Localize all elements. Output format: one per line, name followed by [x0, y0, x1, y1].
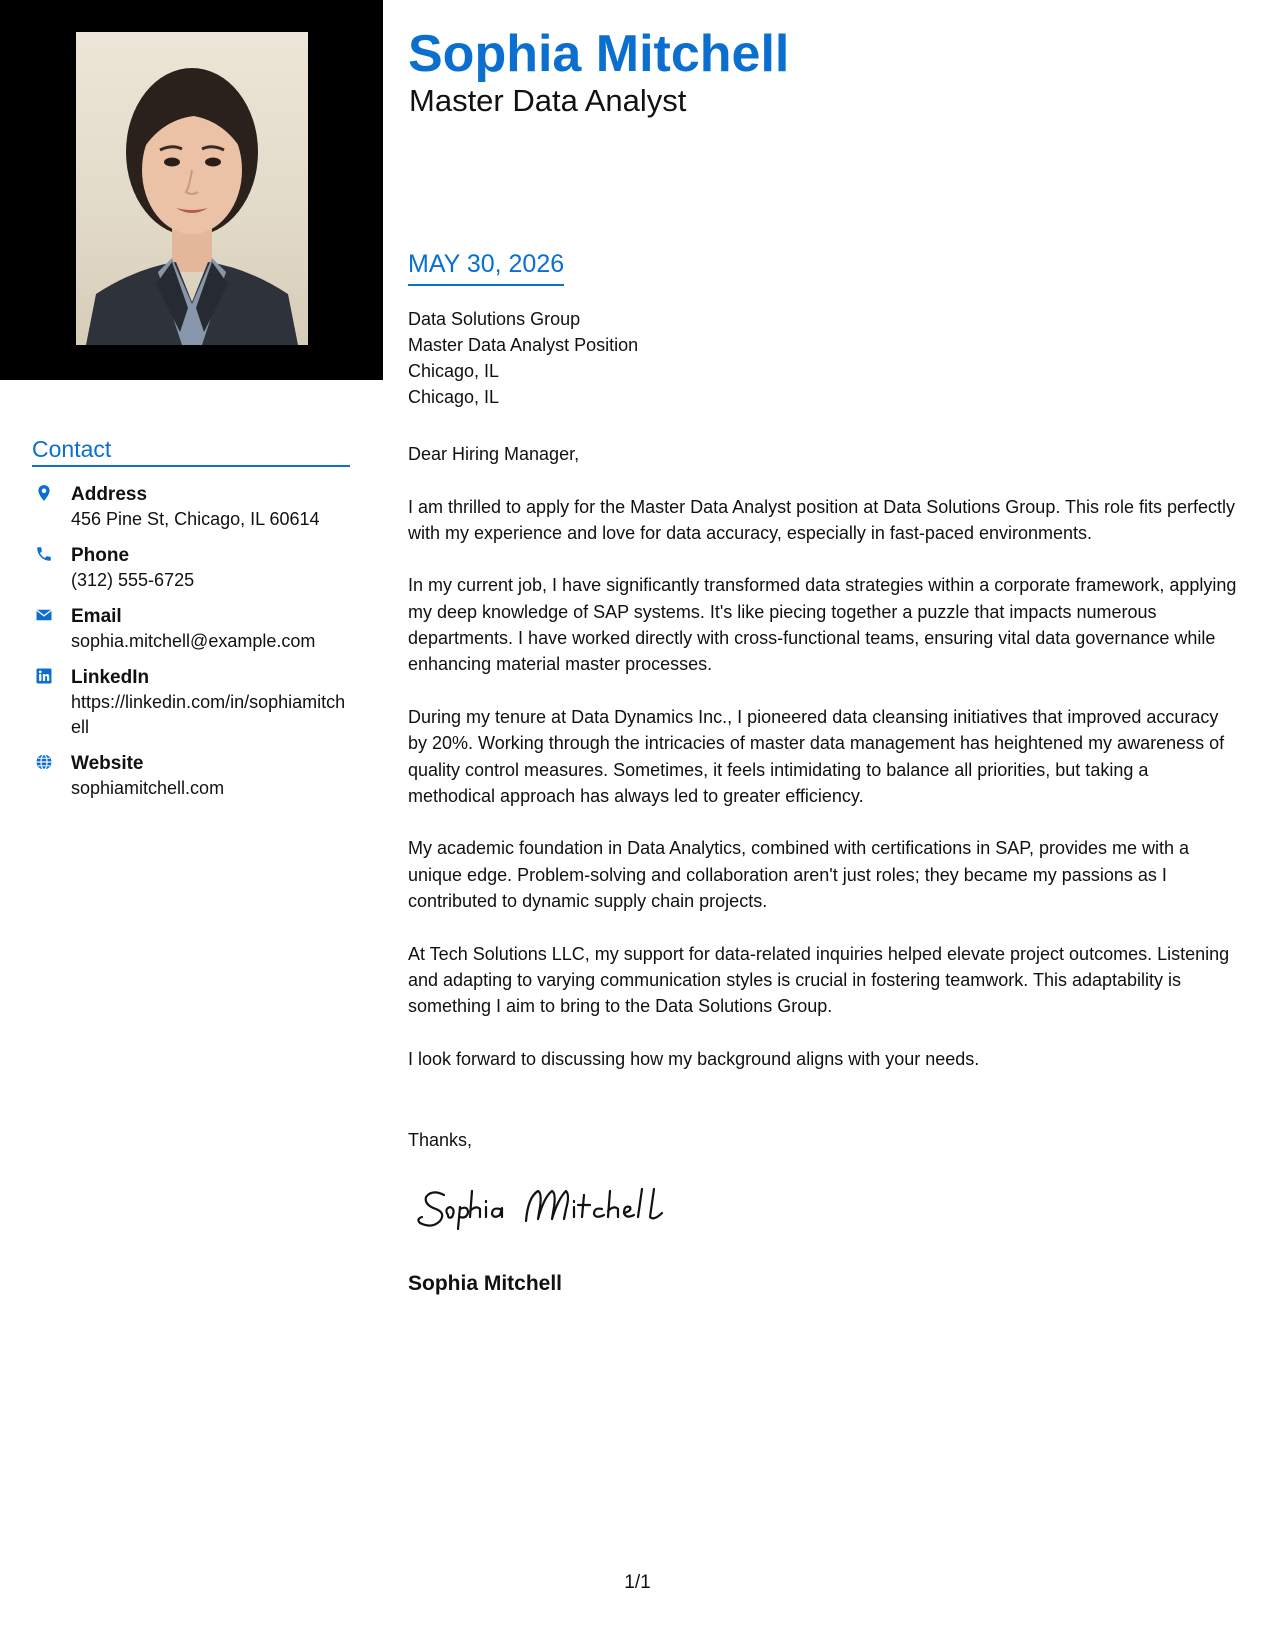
phone-icon: [35, 545, 53, 563]
address-label: Address: [71, 484, 148, 505]
photo-panel: [0, 0, 383, 380]
contact-list: [32, 482, 352, 812]
recipient-line: Chicago, IL: [408, 387, 500, 407]
website-link[interactable]: sophiamitchell.com: [71, 778, 225, 798]
recipient-block: [408, 306, 638, 410]
letter-date: MAY 30, 2026: [408, 248, 564, 286]
signature-image: [414, 1177, 674, 1237]
website-label: Website: [71, 753, 144, 774]
linkedin-link[interactable]: https://linkedin.com/in/sophiamitchell: [71, 692, 346, 737]
contact-linkedin: [32, 665, 352, 740]
linkedin-icon: [35, 667, 53, 685]
envelope-icon: [35, 606, 53, 624]
recipient-line: Master Data Analyst Position: [408, 335, 639, 355]
phone-value: (312) 555-6725: [71, 570, 195, 590]
body-paragraph: During my tenure at Data Dynamics Inc., I pioneered data cleansing initiatives that improved accuracy by 20%. Working through the intricacies of master data management has heightened my awareness of quality control measures. Sometimes, it feels intimidating to balance all priorities, but taking a methodical approach has always led to greater efficiency.: [408, 706, 1225, 806]
body-paragraph: In my current job, I have significantly transformed data strategies within a corporate framework, applying my deep knowledge of SAP systems. It's like piecing together a puzzle that impacts numerous departments. I have worked directly with cross-functional teams, ensuring vital data governance while enhancing material master processes.: [408, 575, 1237, 675]
body-paragraph: At Tech Solutions LLC, my support for data-related inquiries helped elevate project outcomes. Listening and adapting to varying communication styles is crucial in fostering teamwork. This adaptability is something I aim to bring to the Data Solutions Group.: [408, 943, 1230, 1017]
contact-heading: Contact: [32, 436, 350, 467]
job-title: Master Data Analyst: [409, 83, 687, 118]
email-value: sophia.mitchell@example.com: [71, 631, 316, 651]
email-label: Email: [71, 606, 122, 627]
letter-body: [408, 441, 1240, 1098]
phone-label: Phone: [71, 545, 130, 566]
page-number: 1/1: [624, 1572, 651, 1593]
contact-website: [32, 751, 352, 801]
contact-phone: [32, 543, 352, 593]
map-pin-icon: [35, 484, 53, 502]
address-value: 456 Pine St, Chicago, IL 60614: [71, 509, 320, 529]
body-paragraph: My academic foundation in Data Analytics, combined with certifications in SAP, provides me with a unique edge. Problem-solving and collaboration aren't just roles; they became my passions as I contributed to dynamic supply chain projects.: [408, 838, 1190, 912]
signer-name: Sophia Mitchell: [408, 1272, 563, 1295]
globe-icon: [35, 753, 53, 771]
greeting: Dear Hiring Manager,: [408, 444, 580, 464]
linkedin-label: LinkedIn: [71, 667, 150, 688]
contact-email: [32, 604, 352, 654]
closing: Thanks,: [408, 1130, 473, 1150]
body-paragraph: I am thrilled to apply for the Master Data Analyst position at Data Solutions Group. This role fits perfectly with my experience and love for data accuracy, especially in fast-paced environments.: [408, 496, 1236, 543]
profile-photo: [76, 32, 308, 345]
applicant-name: Sophia Mitchell: [408, 25, 790, 83]
recipient-line: Data Solutions Group: [408, 309, 581, 329]
body-paragraph: I look forward to discussing how my background aligns with your needs.: [408, 1048, 980, 1069]
contact-address: [32, 482, 352, 532]
recipient-line: Chicago, IL: [408, 361, 500, 381]
